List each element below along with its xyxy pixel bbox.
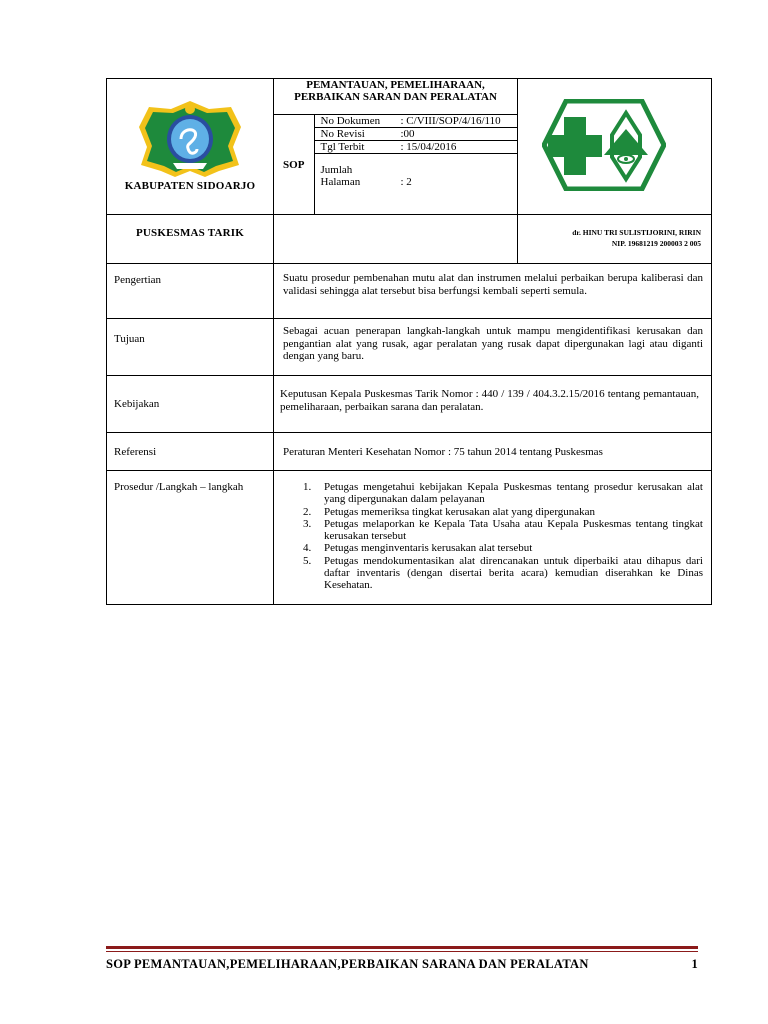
prosedur-steps	[283, 481, 703, 592]
no-dokumen-value: : C/VIII/SOP/4/16/110	[400, 115, 501, 127]
signatory-nip: NIP. 19681219 200003 2 005	[611, 239, 701, 248]
sop-table	[106, 78, 712, 605]
puskesmas-cell	[107, 215, 274, 264]
step-number: 2.	[303, 505, 312, 518]
puskesmas-logo-icon	[542, 99, 666, 191]
page-number: 1	[691, 957, 698, 971]
kabupaten-name: KABUPATEN SIDOARJO	[124, 180, 256, 192]
step-text: Petugas melaporkan ke Kepala Tata Usaha atau Kepala Puskesmas tentang tingkat kerusakan tersebut	[324, 517, 703, 543]
tgl-terbit-key: Tgl Terbit	[320, 141, 365, 153]
sop-label: SOP	[274, 115, 314, 214]
step-number: 4.	[303, 542, 312, 555]
footer-rule-thin	[106, 951, 698, 952]
tgl-terbit-row	[314, 141, 517, 154]
sidoarjo-emblem-icon	[133, 99, 247, 179]
step-number: 1.	[303, 481, 312, 493]
tgl-terbit-value: : 15/04/2016	[400, 141, 457, 153]
jumlah-key: Jumlah	[320, 164, 353, 176]
halaman-key: Halaman	[320, 176, 361, 188]
halaman-row	[314, 154, 517, 215]
blank-cell	[274, 215, 518, 264]
list-item	[283, 542, 703, 554]
prosedur-label: Prosedur /Langkah – langkah	[107, 471, 274, 605]
list-item	[283, 518, 703, 543]
step-number: 5.	[303, 554, 312, 567]
list-item	[283, 555, 703, 592]
pengertian-label: Pengertian	[107, 264, 274, 319]
footer-rule-thick	[106, 946, 698, 949]
no-revisi-row	[314, 128, 517, 141]
referensi-text: Peraturan Menteri Kesehatan Nomor : 75 tahun 2014 tentang Puskesmas	[274, 433, 712, 471]
step-text: Petugas menginventaris kerusakan alat tersebut	[324, 542, 533, 555]
no-revisi-value: :00	[400, 128, 415, 140]
kebijakan-label: Kebijakan	[107, 376, 274, 433]
step-text: Petugas mengetahui kebijakan Kepala Puskesmas tentang prosedur kerusakan alat yang dipergunakan dalam pelayanan	[324, 481, 703, 506]
list-item	[283, 481, 703, 506]
prosedur-content	[274, 471, 712, 605]
referensi-label: Referensi	[107, 433, 274, 471]
pengertian-text: Suatu prosedur pembenahan mutu alat dan instrumen melalui perbaikan berupa kaliberasi dan validasi sehingga alat tersebut bisa berfungsi kembali seperti semula.	[274, 264, 712, 319]
signatory-cell	[518, 215, 712, 264]
sop-info-table	[274, 115, 517, 214]
no-dokumen-key: No Dokumen	[320, 115, 381, 127]
step-text: Petugas memeriksa tingkat kerusakan alat yang dipergunakan	[324, 505, 596, 518]
kebijakan-text: Keputusan Kepala Puskesmas Tarik Nomor : 440 / 139 / 404.3.2.15/2016 tentang pemantauan, pemeliharaan, perbaikan sarana dan peralatan.	[274, 376, 712, 433]
kabupaten-cell	[107, 79, 274, 215]
title-cell	[274, 79, 518, 215]
step-text: Petugas mendokumentasikan alat direncanakan untuk diperbaiki atau dihapus dari daftar inventaris (dengan disertai berita acara) kemudian diserahkan ke Dinas Kesehatan.	[324, 554, 703, 592]
footer-title: SOP PEMANTAUAN,PEMELIHARAAN,PERBAIKAN SARANA DAN PERALATAN	[106, 957, 589, 971]
list-item	[283, 506, 703, 518]
document-title: PEMANTAUAN, PEMELIHARAAN, PERBAIKAN SARAN DAN PERALATAN	[274, 79, 517, 115]
footer	[106, 957, 698, 972]
tujuan-label: Tujuan	[107, 319, 274, 376]
no-revisi-key: No Revisi	[320, 128, 365, 140]
puskesmas-name: PUSKESMAS TARIK	[135, 227, 245, 239]
halaman-value: : 2	[400, 176, 412, 188]
step-number: 3.	[303, 517, 312, 530]
puskesmas-logo-cell	[518, 79, 712, 215]
tujuan-text: Sebagai acuan penerapan langkah-langkah untuk mampu mengidentifikasi kerusakan dan pengantian alat yang rusak, agar peralatan yang rusak dapat dipergunakan lagi atau diganti dengan yang baru.	[274, 319, 712, 376]
signatory-name: dr. HINU TRI SULISTIJORINI, RIRIN	[572, 228, 701, 237]
no-dokumen-row	[314, 115, 517, 128]
